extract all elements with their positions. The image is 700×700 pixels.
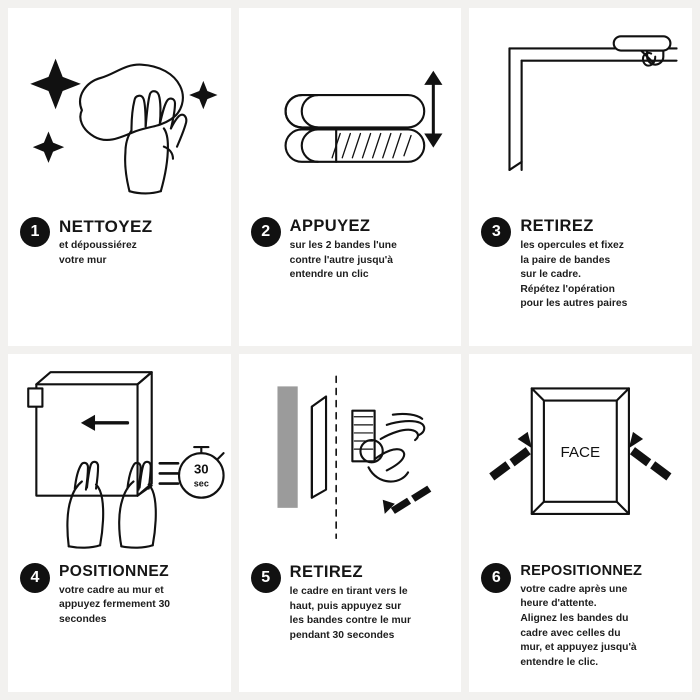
step-desc-line: mur, et appuyez jusqu'à (520, 642, 637, 654)
step-title: APPUYEZ (289, 217, 371, 236)
step-desc-line: contre l'autre jusqu'à (289, 254, 393, 266)
step-number-badge: 3 (481, 217, 511, 247)
step-title: REPOSITIONNEZ (520, 563, 643, 580)
step-desc-line: Répétez l'opération (520, 283, 615, 295)
step-number-badge: 6 (481, 563, 511, 593)
step-description (59, 239, 217, 268)
step-title: RETIREZ (289, 563, 364, 582)
step-description (520, 239, 678, 312)
step-caption-4 (8, 556, 231, 692)
step-number-badge: 4 (20, 563, 50, 593)
step-desc-line: entendre un clic (289, 269, 369, 281)
illustration-remove-liner-attach-frame (469, 8, 692, 210)
step-desc-line: pendant 30 secondes (289, 629, 395, 641)
step-description (290, 585, 448, 643)
timer-unit: sec (193, 478, 209, 489)
step-desc-line: le cadre en tirant vers le (289, 585, 408, 597)
step-panel-2 (239, 8, 462, 346)
step-desc-line: appuyez fermement 30 (59, 599, 171, 611)
step-desc-line: entendre le clic. (520, 656, 599, 668)
step-desc-line: heure d'attente. (520, 598, 597, 610)
step-desc-line: votre cadre après une (520, 583, 628, 595)
timer-value: 30 (193, 461, 209, 477)
step-description (59, 584, 217, 628)
step-desc-line: la paire de bandes (520, 254, 611, 266)
step-description (290, 239, 448, 283)
step-caption-5 (239, 556, 462, 692)
step-desc-line: haut, puis appuyez sur (289, 600, 402, 612)
step-desc-line: et dépoussiérez (59, 240, 137, 252)
step-desc-line: sur le cadre. (520, 269, 581, 281)
step-caption-6 (469, 556, 692, 692)
step-panel-5 (239, 354, 462, 692)
step-desc-line: Alignez les bandes du (520, 612, 629, 624)
step-desc-line: les bandes contre le mur (289, 615, 411, 627)
step-caption-1 (8, 210, 231, 346)
illustration-reposition-frame-face (469, 354, 692, 556)
step-desc-line: cadre avec celles du (520, 627, 621, 639)
step-panel-1 (8, 8, 231, 346)
step-description (520, 583, 678, 671)
step-title: POSITIONNEZ (59, 563, 170, 581)
step-desc-line: votre mur (59, 255, 107, 267)
illustration-clean-wall (8, 8, 231, 210)
illustration-press-strips (239, 8, 462, 210)
step-panel-3 (469, 8, 692, 346)
step-caption-2 (239, 210, 462, 346)
illustration-pull-frame-up (239, 354, 462, 556)
step-desc-line: les opercules et fixez (520, 239, 624, 251)
step-number-badge: 2 (251, 217, 281, 247)
step-title: NETTOYEZ (59, 217, 153, 237)
step-number-badge: 5 (251, 563, 281, 593)
frame-face-label: FACE (560, 444, 601, 462)
step-desc-line: secondes (59, 614, 107, 626)
step-title: RETIREZ (520, 217, 594, 236)
illustration-position-frame-30sec (8, 354, 231, 556)
step-desc-line: pour les autres paires (520, 298, 628, 310)
step-panel-4 (8, 354, 231, 692)
step-desc-line: sur les 2 bandes l'une (289, 239, 397, 251)
step-desc-line: votre cadre au mur et (59, 584, 164, 596)
step-caption-3 (469, 210, 692, 346)
step-number-badge: 1 (20, 217, 50, 247)
step-panel-6 (469, 354, 692, 692)
